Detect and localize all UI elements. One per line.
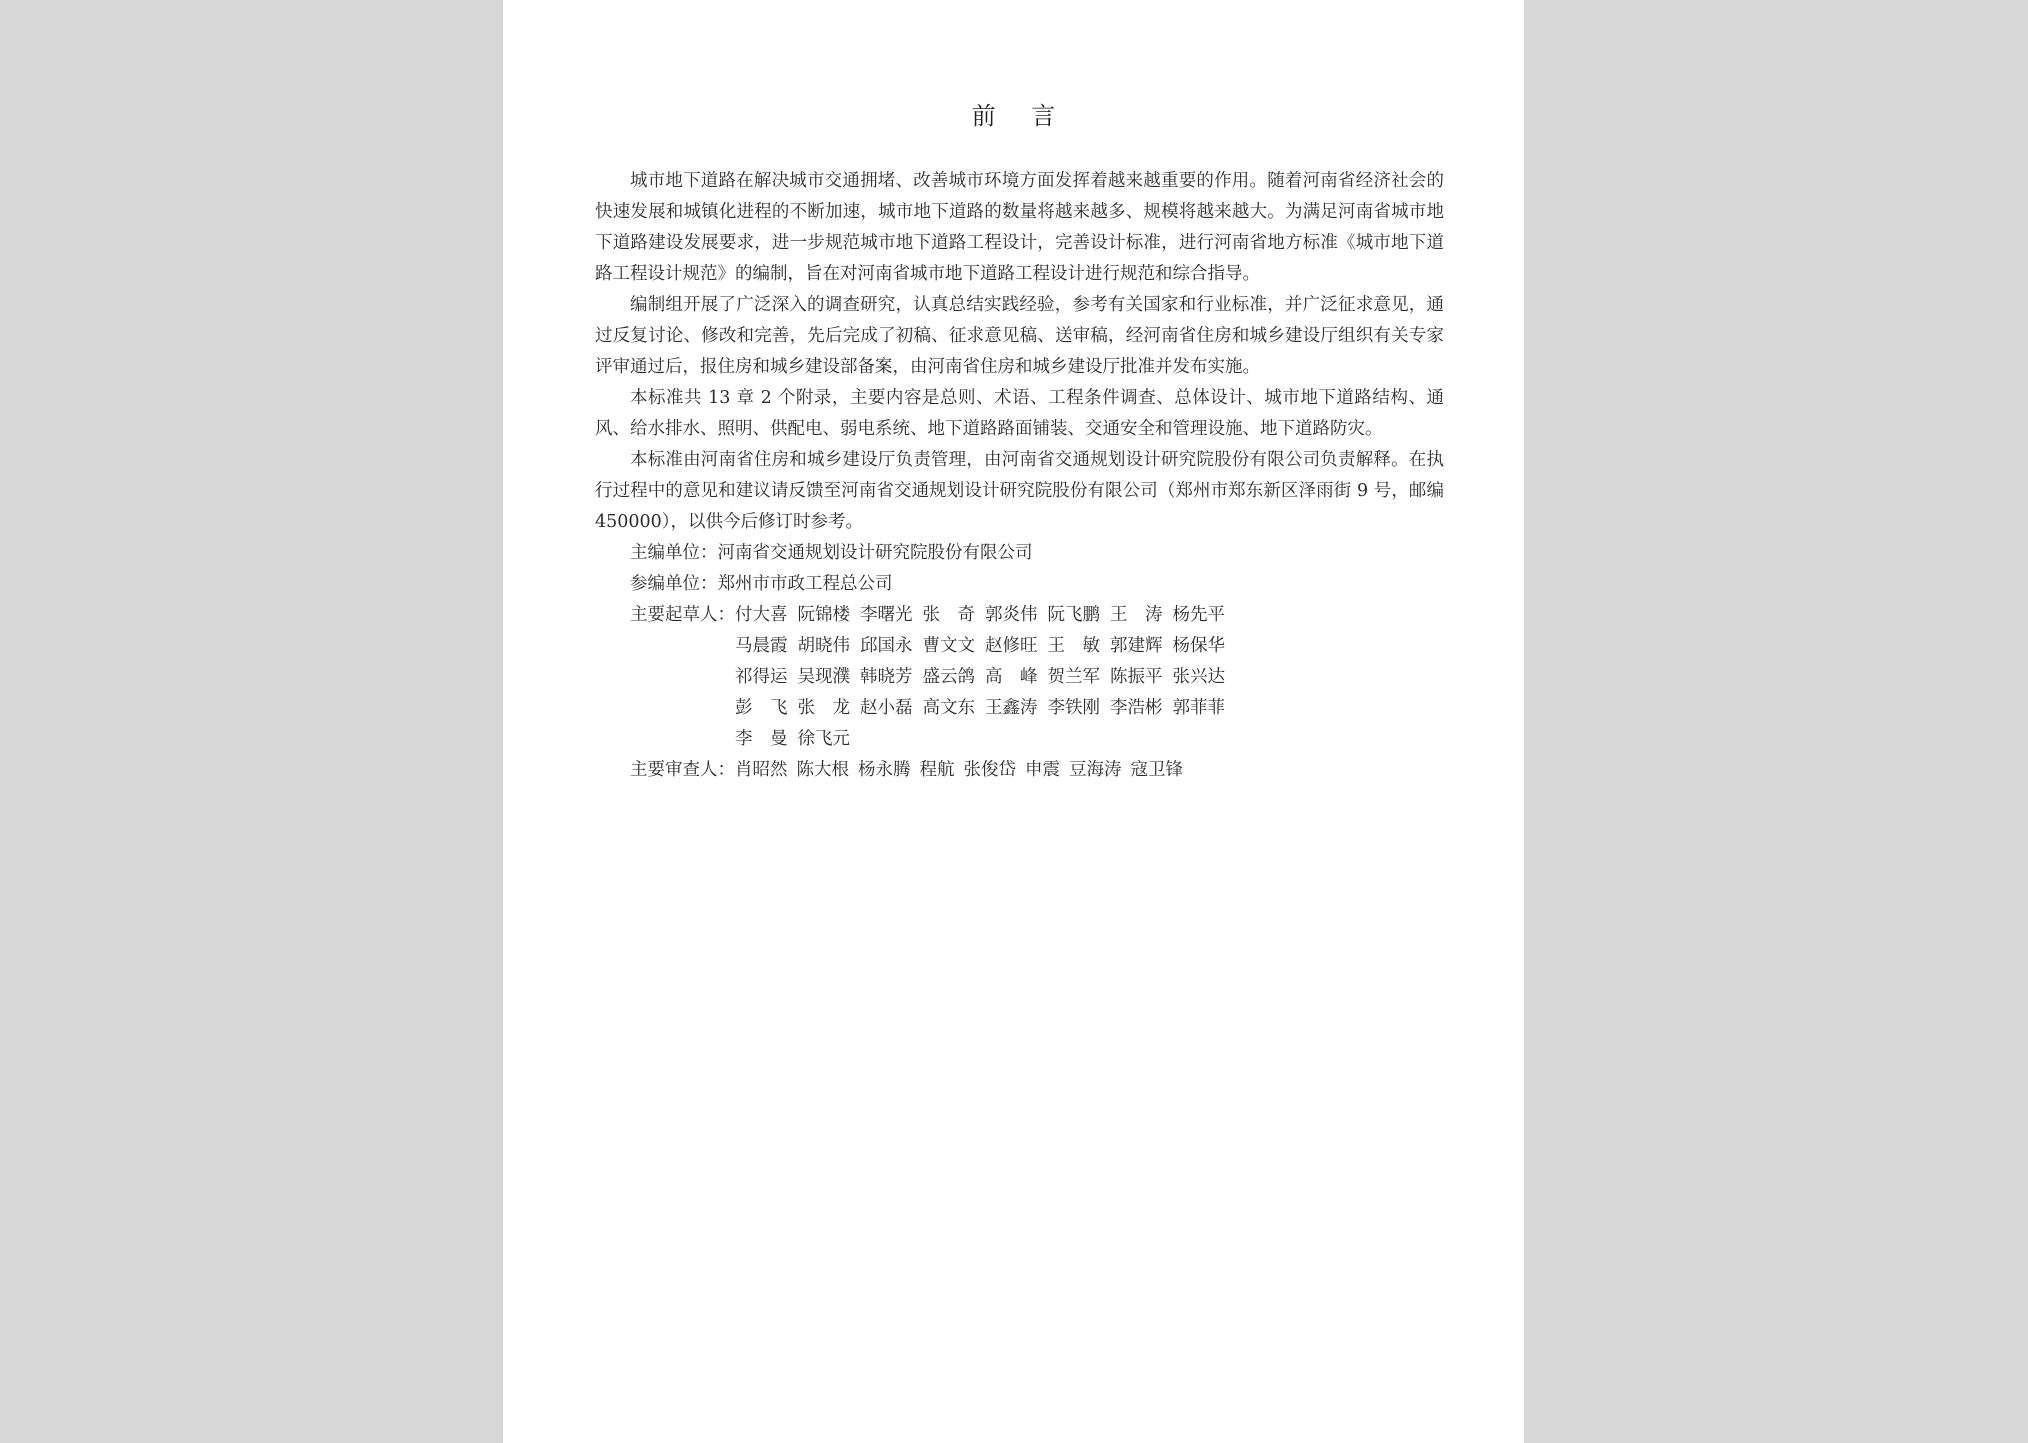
drafter-name: 张兴达 bbox=[1172, 667, 1225, 687]
drafter-name: 高文东 bbox=[922, 698, 975, 718]
chief-unit: 主编单位：河南省交通规划设计研究院股份有限公司 bbox=[630, 543, 1033, 563]
reviewer-name: 杨永腾 bbox=[858, 760, 911, 780]
drafter-name: 韩晓芳 bbox=[860, 667, 913, 687]
reviewer-name: 豆海涛 bbox=[1069, 760, 1122, 780]
document-page bbox=[503, 0, 1524, 1443]
participating-unit: 参编单位：郑州市市政工程总公司 bbox=[630, 574, 893, 594]
drafters-label: 主要起草人： bbox=[630, 605, 735, 625]
drafter-name: 马晨霞 bbox=[735, 636, 788, 656]
drafter-name: 曹文文 bbox=[922, 636, 975, 656]
drafter-name: 吴现濮 bbox=[797, 667, 850, 687]
drafter-name: 张 龙 bbox=[797, 698, 850, 718]
paragraph-1: 城市地下道路在解决城市交通拥堵、改善城市环境方面发挥着越来越重要的作用。随着河南省经济社会的快速发展和城镇化进程的不断加速，城市地下道路的数量将越来越多、规模将越来越大。为满足河南省城市地下道路建设发展要求，进一步规范城市地下道路工程设计，完善设计标准，进行河南省地方标准《城市地下道路工程设计规范》的编制，旨在对河南省城市地下道路工程设计进行规范和综合指导。 bbox=[595, 171, 1444, 284]
drafter-name: 阮锦楼 bbox=[797, 605, 850, 625]
paragraph-3: 本标准共 13 章 2 个附录，主要内容是总则、术语、工程条件调查、总体设计、城市地下道路结构、通风、给水排水、照明、供配电、弱电系统、地下道路路面铺装、交通安全和管理设施、地下道路防灾。 bbox=[595, 388, 1444, 439]
reviewer-name: 程航 bbox=[919, 760, 955, 780]
page-title: 前 言 bbox=[971, 102, 1070, 130]
drafter-name: 高 峰 bbox=[985, 667, 1038, 687]
drafter-name: 盛云鸽 bbox=[922, 667, 975, 687]
drafters-row bbox=[735, 724, 1235, 755]
drafter-name: 李浩彬 bbox=[1110, 698, 1163, 718]
drafter-name: 彭 飞 bbox=[735, 698, 788, 718]
drafter-name: 王 涛 bbox=[1110, 605, 1163, 625]
drafter-name: 徐飞元 bbox=[797, 729, 850, 749]
reviewers-label: 主要审查人： bbox=[630, 760, 735, 780]
drafter-name: 杨保华 bbox=[1172, 636, 1225, 656]
drafter-name: 郭炎伟 bbox=[985, 605, 1038, 625]
drafter-name: 陈振平 bbox=[1110, 667, 1163, 687]
drafters-names bbox=[735, 600, 1235, 755]
drafter-name: 李 曼 bbox=[735, 729, 788, 749]
drafter-name: 郭建辉 bbox=[1110, 636, 1163, 656]
drafter-name: 李曙光 bbox=[860, 605, 913, 625]
paragraph-2: 编制组开展了广泛深入的调查研究，认真总结实践经验，参考有关国家和行业标准，并广泛征求意见，通过反复讨论、修改和完善，先后完成了初稿、征求意见稿、送审稿，经河南省住房和城乡建设厅组织有关专家评审通过后，报住房和城乡建设部备案，由河南省住房和城乡建设厅批准并发布实施。 bbox=[595, 295, 1444, 377]
drafter-name: 王鑫涛 bbox=[985, 698, 1038, 718]
reviewer-name: 张俊岱 bbox=[963, 760, 1016, 780]
paragraph-4: 本标准由河南省住房和城乡建设厅负责管理，由河南省交通规划设计研究院股份有限公司负责解释。在执行过程中的意见和建议请反馈至河南省交通规划设计研究院股份有限公司（郑州市郑东新区泽雨街 9 号，邮编 450000），以供今后修订时参考。 bbox=[595, 450, 1444, 532]
page-body bbox=[595, 166, 1444, 786]
drafter-name: 邱国永 bbox=[860, 636, 913, 656]
drafters-row bbox=[735, 662, 1235, 693]
reviewers-section bbox=[595, 755, 1444, 786]
drafter-name: 付大喜 bbox=[735, 605, 788, 625]
drafter-name: 祁得运 bbox=[735, 667, 788, 687]
reviewer-name: 申震 bbox=[1025, 760, 1060, 780]
reviewer-name: 寇卫锋 bbox=[1130, 760, 1183, 780]
drafters-row bbox=[735, 631, 1235, 662]
drafters-row bbox=[735, 600, 1235, 631]
drafter-name: 张 奇 bbox=[922, 605, 975, 625]
reviewer-name: 陈大根 bbox=[796, 760, 849, 780]
reviewers-names bbox=[735, 755, 1192, 786]
drafter-name: 郭菲菲 bbox=[1172, 698, 1225, 718]
drafters-row bbox=[735, 693, 1235, 724]
drafter-name: 贺兰军 bbox=[1047, 667, 1100, 687]
drafter-name: 阮飞鹏 bbox=[1047, 605, 1100, 625]
drafter-name: 胡晓伟 bbox=[797, 636, 850, 656]
drafter-name: 赵修旺 bbox=[985, 636, 1038, 656]
reviewer-name: 肖昭然 bbox=[735, 760, 788, 780]
drafter-name: 王 敏 bbox=[1047, 636, 1100, 656]
drafter-name: 李铁刚 bbox=[1047, 698, 1100, 718]
drafters-section bbox=[595, 600, 1444, 755]
drafter-name: 赵小磊 bbox=[860, 698, 913, 718]
drafter-name: 杨先平 bbox=[1172, 605, 1225, 625]
